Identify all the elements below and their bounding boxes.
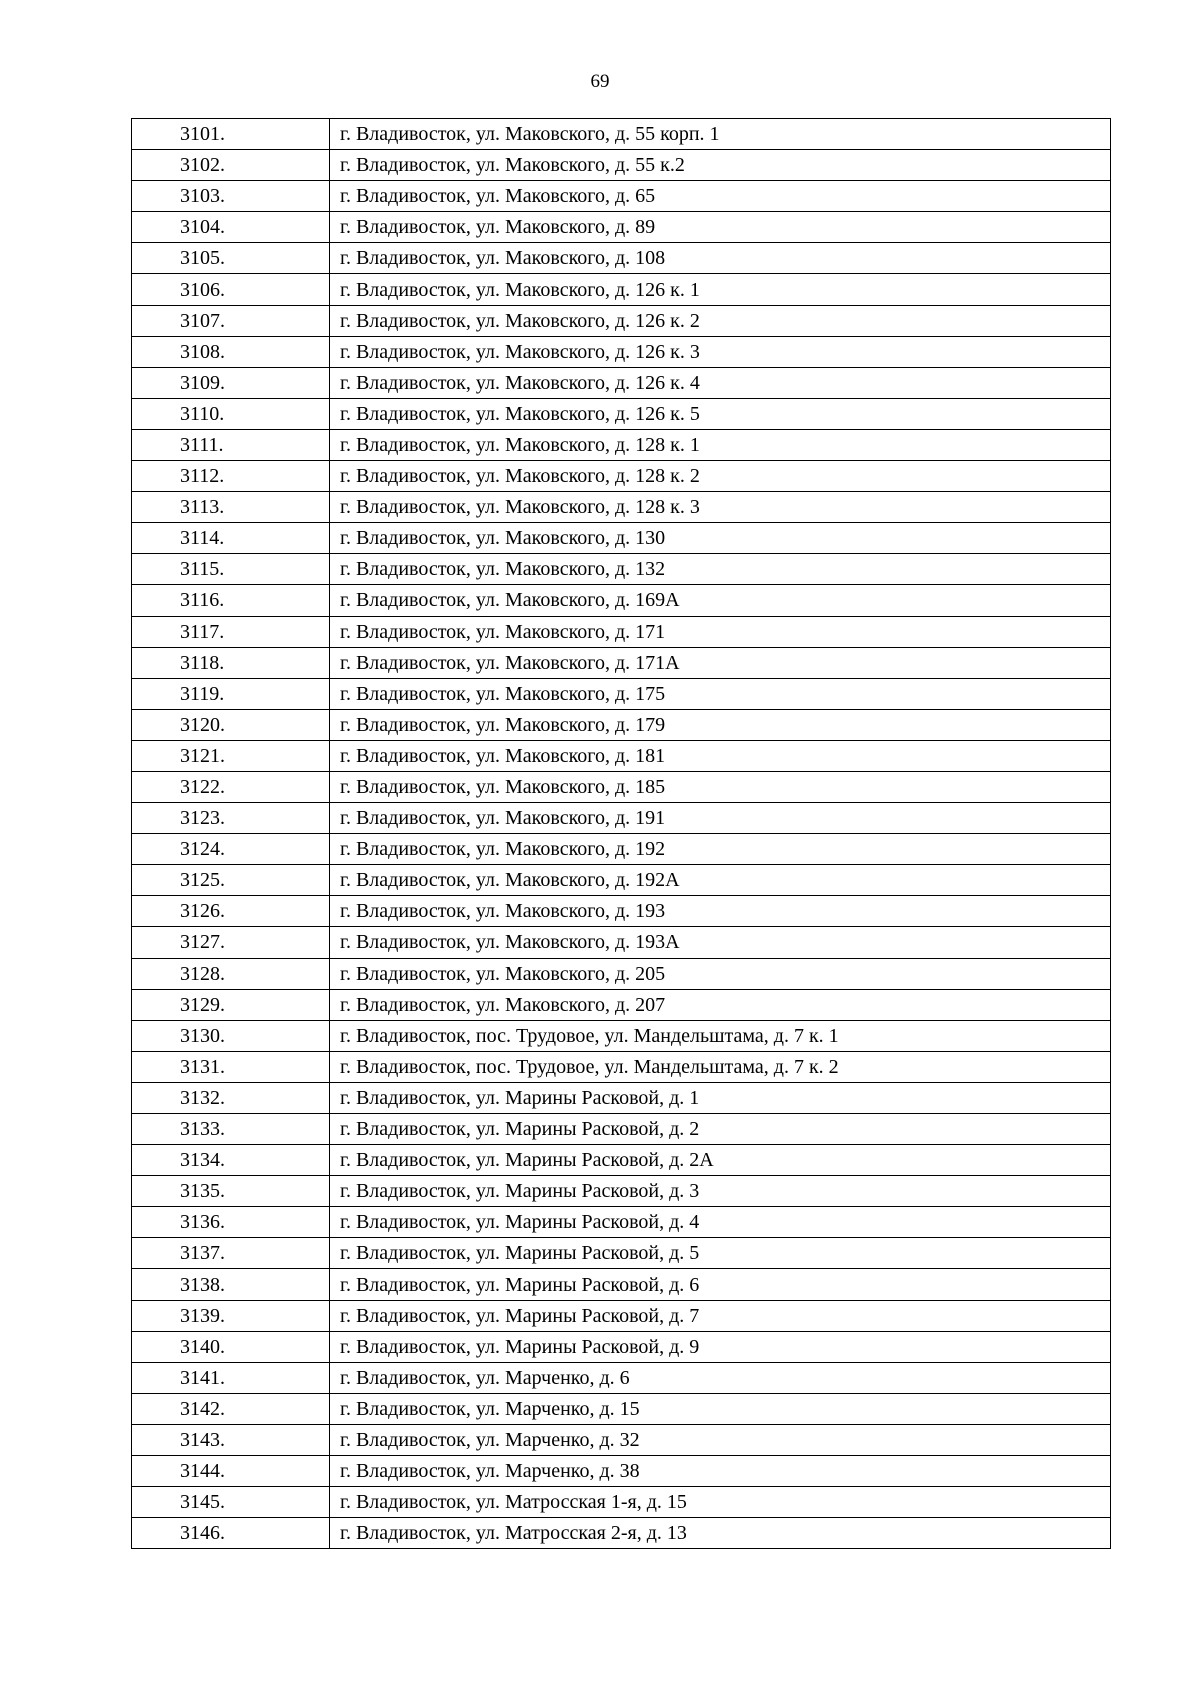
address-cell: г. Владивосток, ул. Марины Расковой, д. 1 (330, 1082, 1111, 1113)
row-number-cell: 3101. (132, 119, 330, 150)
row-number-cell: 3107. (132, 305, 330, 336)
address-cell: г. Владивосток, ул. Марины Расковой, д. 2А (330, 1145, 1111, 1176)
row-number-cell: 3118. (132, 647, 330, 678)
row-number-cell: 3144. (132, 1456, 330, 1487)
table-row (132, 367, 1111, 398)
row-number-cell: 3113. (132, 492, 330, 523)
address-cell: г. Владивосток, ул. Марины Расковой, д. 6 (330, 1269, 1111, 1300)
table-row (132, 678, 1111, 709)
address-cell: г. Владивосток, ул. Марины Расковой, д. 5 (330, 1238, 1111, 1269)
table-row (132, 1456, 1111, 1487)
table-row (132, 989, 1111, 1020)
table-row (132, 1145, 1111, 1176)
address-cell: г. Владивосток, ул. Марины Расковой, д. 2 (330, 1114, 1111, 1145)
row-number-cell: 3110. (132, 398, 330, 429)
row-number-cell: 3124. (132, 834, 330, 865)
address-cell: г. Владивосток, ул. Маковского, д. 171 (330, 616, 1111, 647)
address-cell: г. Владивосток, ул. Маковского, д. 169А (330, 585, 1111, 616)
address-cell: г. Владивосток, ул. Маковского, д. 193А (330, 927, 1111, 958)
table-row (132, 1487, 1111, 1518)
row-number-cell: 3106. (132, 274, 330, 305)
table-row (132, 1051, 1111, 1082)
address-cell: г. Владивосток, ул. Марины Расковой, д. 9 (330, 1331, 1111, 1362)
table-row (132, 212, 1111, 243)
table-row (132, 1331, 1111, 1362)
table-row (132, 834, 1111, 865)
address-cell: г. Владивосток, ул. Маковского, д. 126 к. 1 (330, 274, 1111, 305)
row-number-cell: 3143. (132, 1424, 330, 1455)
address-cell: г. Владивосток, ул. Маковского, д. 128 к. 1 (330, 429, 1111, 460)
table-row (132, 865, 1111, 896)
table-row (132, 1176, 1111, 1207)
row-number-cell: 3117. (132, 616, 330, 647)
address-cell: г. Владивосток, ул. Марченко, д. 15 (330, 1393, 1111, 1424)
row-number-cell: 3128. (132, 958, 330, 989)
row-number-cell: 3131. (132, 1051, 330, 1082)
address-cell: г. Владивосток, ул. Марины Расковой, д. 4 (330, 1207, 1111, 1238)
address-cell: г. Владивосток, ул. Маковского, д. 126 к. 2 (330, 305, 1111, 336)
table-row (132, 709, 1111, 740)
table-row (132, 429, 1111, 460)
row-number-cell: 3108. (132, 336, 330, 367)
row-number-cell: 3140. (132, 1331, 330, 1362)
address-cell: г. Владивосток, ул. Маковского, д. 89 (330, 212, 1111, 243)
row-number-cell: 3123. (132, 803, 330, 834)
table-row (132, 740, 1111, 771)
address-cell: г. Владивосток, ул. Маковского, д. 185 (330, 771, 1111, 802)
address-cell: г. Владивосток, ул. Матросская 1-я, д. 15 (330, 1487, 1111, 1518)
row-number-cell: 3139. (132, 1300, 330, 1331)
table-row (132, 1518, 1111, 1549)
table-row (132, 554, 1111, 585)
row-number-cell: 3122. (132, 771, 330, 802)
address-cell: г. Владивосток, ул. Маковского, д. 126 к. 4 (330, 367, 1111, 398)
row-number-cell: 3125. (132, 865, 330, 896)
table-row (132, 336, 1111, 367)
table-row (132, 896, 1111, 927)
table-row (132, 1238, 1111, 1269)
table-row (132, 274, 1111, 305)
table-row (132, 523, 1111, 554)
row-number-cell: 3133. (132, 1114, 330, 1145)
address-cell: г. Владивосток, ул. Маковского, д. 191 (330, 803, 1111, 834)
row-number-cell: 3121. (132, 740, 330, 771)
table-row (132, 1269, 1111, 1300)
table-row (132, 305, 1111, 336)
row-number-cell: 3120. (132, 709, 330, 740)
address-cell: г. Владивосток, ул. Маковского, д. 193 (330, 896, 1111, 927)
address-cell: г. Владивосток, ул. Марченко, д. 38 (330, 1456, 1111, 1487)
table-row (132, 181, 1111, 212)
table-row (132, 492, 1111, 523)
address-cell: г. Владивосток, ул. Маковского, д. 126 к. 3 (330, 336, 1111, 367)
table-row (132, 461, 1111, 492)
table-row (132, 1114, 1111, 1145)
address-cell: г. Владивосток, пос. Трудовое, ул. Мандельштама, д. 7 к. 2 (330, 1051, 1111, 1082)
address-cell: г. Владивосток, ул. Марченко, д. 32 (330, 1424, 1111, 1455)
address-cell: г. Владивосток, ул. Маковского, д. 128 к. 2 (330, 461, 1111, 492)
address-cell: г. Владивосток, пос. Трудовое, ул. Мандельштама, д. 7 к. 1 (330, 1020, 1111, 1051)
address-cell: г. Владивосток, ул. Маковского, д. 108 (330, 243, 1111, 274)
row-number-cell: 3137. (132, 1238, 330, 1269)
row-number-cell: 3111. (132, 429, 330, 460)
address-cell: г. Владивосток, ул. Марченко, д. 6 (330, 1362, 1111, 1393)
row-number-cell: 3136. (132, 1207, 330, 1238)
row-number-cell: 3112. (132, 461, 330, 492)
page-number: 69 (590, 71, 610, 92)
row-number-cell: 3135. (132, 1176, 330, 1207)
row-number-cell: 3126. (132, 896, 330, 927)
address-cell: г. Владивосток, ул. Маковского, д. 207 (330, 989, 1111, 1020)
address-cell: г. Владивосток, ул. Марины Расковой, д. 7 (330, 1300, 1111, 1331)
row-number-cell: 3114. (132, 523, 330, 554)
row-number-cell: 3141. (132, 1362, 330, 1393)
row-number-cell: 3129. (132, 989, 330, 1020)
row-number-cell: 3130. (132, 1020, 330, 1051)
address-cell: г. Владивосток, ул. Маковского, д. 205 (330, 958, 1111, 989)
address-cell: г. Владивосток, ул. Матросская 2-я, д. 13 (330, 1518, 1111, 1549)
row-number-cell: 3138. (132, 1269, 330, 1300)
table-row (132, 958, 1111, 989)
address-table-body (132, 119, 1111, 1549)
row-number-cell: 3132. (132, 1082, 330, 1113)
table-row (132, 243, 1111, 274)
address-table (131, 118, 1111, 1549)
table-row (132, 1207, 1111, 1238)
table-row (132, 1082, 1111, 1113)
address-cell: г. Владивосток, ул. Маковского, д. 65 (330, 181, 1111, 212)
row-number-cell: 3146. (132, 1518, 330, 1549)
address-cell: г. Владивосток, ул. Маковского, д. 126 к. 5 (330, 398, 1111, 429)
table-row (132, 150, 1111, 181)
address-cell: г. Владивосток, ул. Марины Расковой, д. 3 (330, 1176, 1111, 1207)
table-row (132, 1020, 1111, 1051)
address-cell: г. Владивосток, ул. Маковского, д. 192 (330, 834, 1111, 865)
row-number-cell: 3119. (132, 678, 330, 709)
row-number-cell: 3142. (132, 1393, 330, 1424)
address-cell: г. Владивосток, ул. Маковского, д. 55 к.2 (330, 150, 1111, 181)
address-cell: г. Владивосток, ул. Маковского, д. 128 к. 3 (330, 492, 1111, 523)
row-number-cell: 3145. (132, 1487, 330, 1518)
table-row (132, 647, 1111, 678)
table-row (132, 803, 1111, 834)
row-number-cell: 3105. (132, 243, 330, 274)
table-row (132, 927, 1111, 958)
table-row (132, 119, 1111, 150)
row-number-cell: 3115. (132, 554, 330, 585)
address-cell: г. Владивосток, ул. Маковского, д. 55 корп. 1 (330, 119, 1111, 150)
address-cell: г. Владивосток, ул. Маковского, д. 179 (330, 709, 1111, 740)
table-row (132, 585, 1111, 616)
row-number-cell: 3102. (132, 150, 330, 181)
address-cell: г. Владивосток, ул. Маковского, д. 181 (330, 740, 1111, 771)
address-cell: г. Владивосток, ул. Маковского, д. 171А (330, 647, 1111, 678)
table-row (132, 1362, 1111, 1393)
address-cell: г. Владивосток, ул. Маковского, д. 192А (330, 865, 1111, 896)
address-cell: г. Владивосток, ул. Маковского, д. 132 (330, 554, 1111, 585)
table-row (132, 398, 1111, 429)
table-row (132, 1393, 1111, 1424)
row-number-cell: 3116. (132, 585, 330, 616)
table-row (132, 1300, 1111, 1331)
row-number-cell: 3103. (132, 181, 330, 212)
row-number-cell: 3134. (132, 1145, 330, 1176)
table-row (132, 1424, 1111, 1455)
address-cell: г. Владивосток, ул. Маковского, д. 175 (330, 678, 1111, 709)
row-number-cell: 3104. (132, 212, 330, 243)
row-number-cell: 3127. (132, 927, 330, 958)
table-row (132, 771, 1111, 802)
table-row (132, 616, 1111, 647)
row-number-cell: 3109. (132, 367, 330, 398)
address-cell: г. Владивосток, ул. Маковского, д. 130 (330, 523, 1111, 554)
